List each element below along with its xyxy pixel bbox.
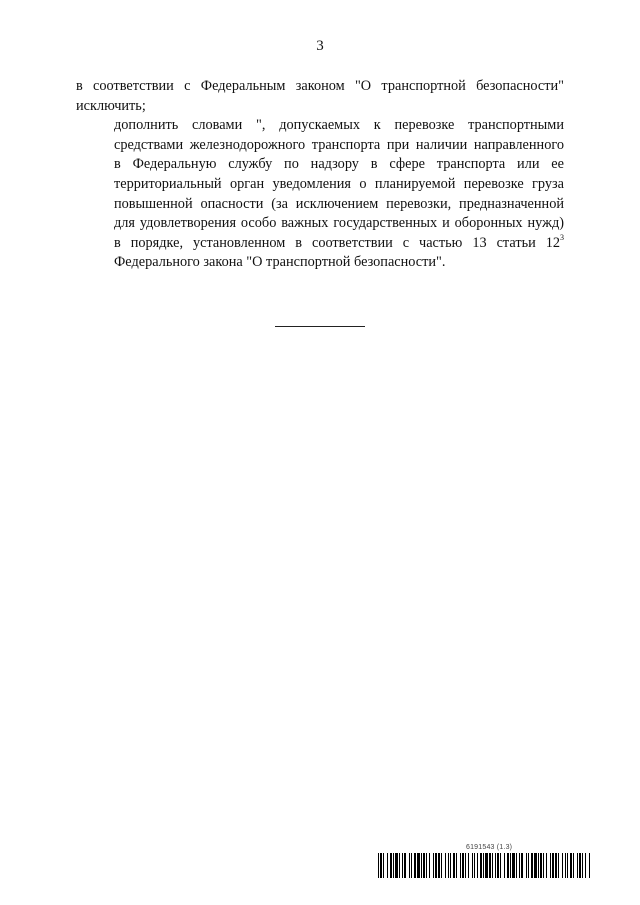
superscript-number: 3 <box>560 232 564 242</box>
text-line-with-superscript <box>76 234 564 254</box>
barcode-bar <box>460 853 461 878</box>
barcode-bar <box>507 853 509 878</box>
barcode-bar <box>483 853 484 878</box>
barcode-bar <box>582 853 583 878</box>
barcode-bar <box>521 853 523 878</box>
barcode-bar <box>409 853 410 878</box>
text-line: Федерального закона "О транспортной безопасности". <box>114 254 446 271</box>
text-line: повышенной опасности (за исключением перевозки, предназначенной <box>114 195 564 212</box>
barcode-image <box>378 853 591 878</box>
barcode-bar <box>404 853 406 878</box>
barcode-bar <box>577 853 578 878</box>
barcode-bar <box>429 853 430 878</box>
barcode-bar <box>450 853 451 878</box>
barcode-bar <box>546 853 547 878</box>
barcode-bar <box>448 853 449 878</box>
barcode-bar <box>438 853 440 878</box>
barcode-bar <box>567 853 568 878</box>
barcode-bar <box>538 853 539 878</box>
barcode-bar <box>480 853 482 878</box>
barcode-bar <box>573 853 574 878</box>
barcode-bar <box>402 853 403 878</box>
barcode-bar <box>433 853 434 878</box>
paragraph-1 <box>76 77 564 116</box>
barcode-bar <box>500 853 501 878</box>
page-number: 3 <box>316 38 324 54</box>
barcode-bar <box>552 853 554 878</box>
barcode-bar <box>531 853 533 878</box>
barcode-bar <box>489 853 491 878</box>
barcode-bar <box>426 853 427 878</box>
barcode-bar <box>516 853 517 878</box>
text-fragment: в порядке, установленном в соответствии с частью 13 статьи 12 <box>114 234 560 251</box>
barcode-bar <box>510 853 511 878</box>
text-line: дополнить словами ", допускаемых к перевозке транспортными <box>114 117 564 134</box>
barcode-bar <box>558 853 559 878</box>
barcode-bar <box>589 853 590 878</box>
barcode-bar <box>526 853 527 878</box>
text-line: исключить; <box>76 97 146 114</box>
barcode-bar <box>421 853 422 878</box>
barcode-bar <box>579 853 581 878</box>
barcode-bar <box>472 853 473 878</box>
barcode-bar <box>399 853 400 878</box>
text-line: для удовлетворения особо важных государственных и оборонных нужд) <box>114 215 564 232</box>
barcode-bar <box>562 853 563 878</box>
barcode-bar <box>512 853 515 878</box>
barcode-bar <box>550 853 551 878</box>
document-code: 6191543 (1.3) <box>466 844 513 851</box>
barcode-bar <box>456 853 457 878</box>
barcode-bar <box>585 853 586 878</box>
barcode-bar <box>528 853 529 878</box>
barcode-bar <box>441 853 442 878</box>
barcode-bar <box>393 853 394 878</box>
barcode-bar <box>462 853 464 878</box>
end-of-text-rule <box>275 326 365 327</box>
barcode-bar <box>411 853 412 878</box>
barcode-bar <box>485 853 488 878</box>
document-body <box>76 77 564 273</box>
barcode-bar <box>383 853 384 878</box>
barcode-bar <box>395 853 398 878</box>
barcode-bar <box>540 853 542 878</box>
barcode-bar <box>495 853 496 878</box>
barcode-bar <box>390 853 392 878</box>
barcode-bar <box>387 853 388 878</box>
barcode-bar <box>570 853 572 878</box>
barcode-bar <box>417 853 420 878</box>
barcode-bar <box>477 853 478 878</box>
text-line: в соответствии с Федеральным законом "О транспортной безопасности" <box>76 78 564 94</box>
barcode-bar <box>497 853 499 878</box>
barcode-bar <box>519 853 520 878</box>
barcode-bar <box>465 853 466 878</box>
barcode-bar <box>445 853 446 878</box>
barcode-bar <box>474 853 475 878</box>
barcode-bar <box>565 853 566 878</box>
barcode-bar <box>414 853 416 878</box>
barcode-bar <box>378 853 379 878</box>
text-line: средствами железнодорожного транспорта при наличии направленного <box>114 136 564 153</box>
barcode-bar <box>534 853 537 878</box>
barcode-bar <box>468 853 469 878</box>
paragraph-2 <box>76 116 564 273</box>
barcode-bar <box>504 853 505 878</box>
barcode-bar <box>380 853 382 878</box>
text-line: в Федеральную службу по надзору в сфере транспорта или ее <box>114 156 564 173</box>
text-line: территориальный орган уведомления о планируемой перевозке груза <box>114 175 564 192</box>
barcode-bar <box>555 853 557 878</box>
barcode-bar <box>435 853 437 878</box>
barcode-bar <box>543 853 544 878</box>
barcode-bar <box>453 853 455 878</box>
barcode-bar <box>492 853 493 878</box>
barcode-bar <box>423 853 425 878</box>
